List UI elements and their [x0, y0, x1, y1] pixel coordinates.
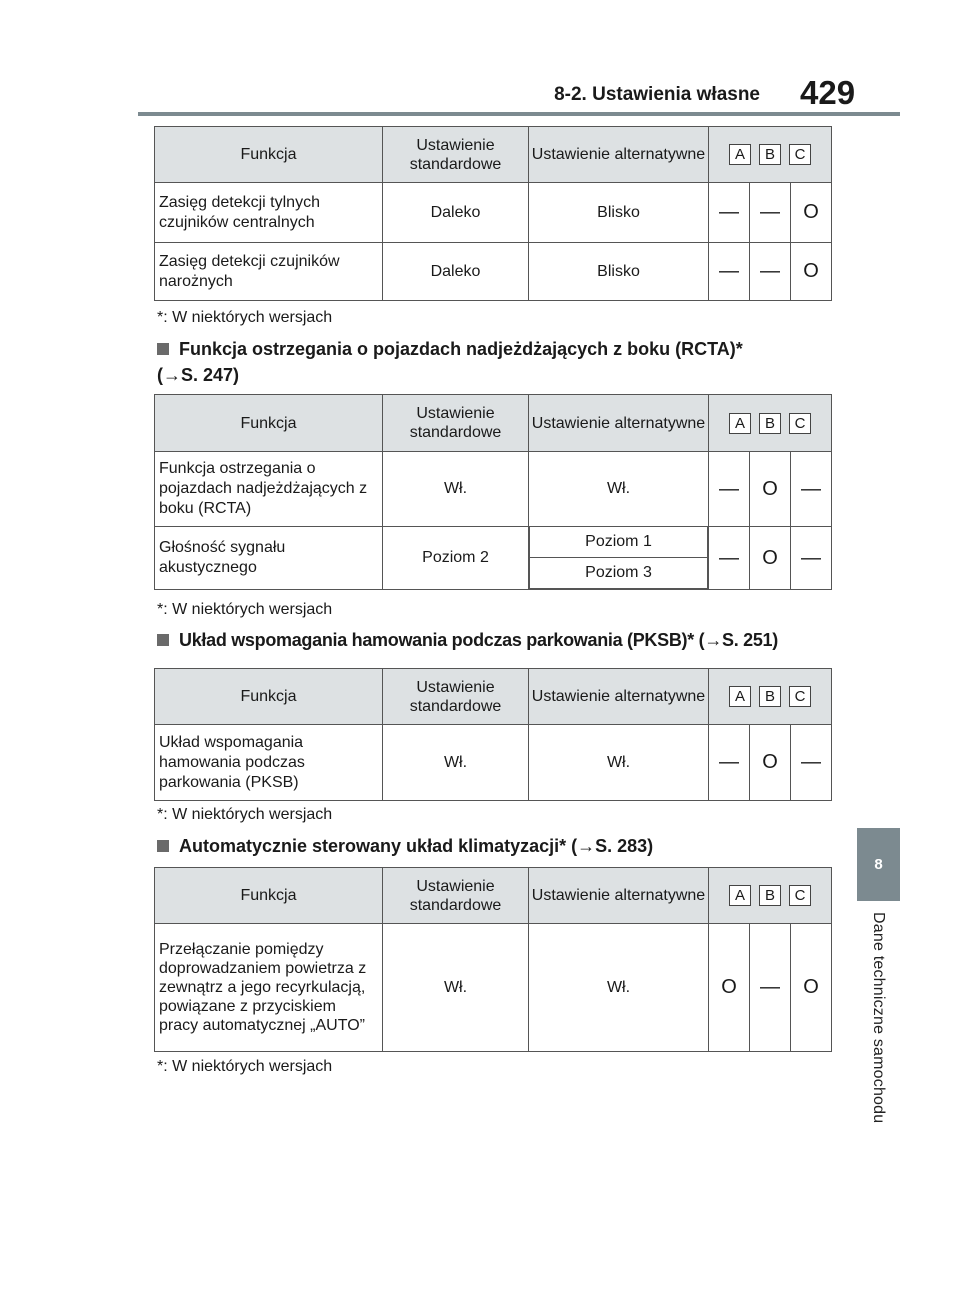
a-mark: — — [709, 183, 750, 243]
b-mark: O — [750, 725, 791, 801]
a-mark: O — [709, 924, 750, 1052]
b-icon: B — [759, 686, 781, 707]
alternative-cell: Blisko — [529, 243, 709, 301]
table-row — [155, 452, 832, 527]
settings-table-3 — [154, 668, 832, 801]
feature-cell: Głośność sygnału akustycznego — [155, 527, 383, 590]
a-mark: — — [709, 452, 750, 527]
page-number: 429 — [800, 74, 856, 111]
c-mark: O — [791, 183, 832, 243]
header-divider — [138, 112, 900, 116]
table-header — [155, 395, 832, 452]
alternative-cell: Blisko — [529, 183, 709, 243]
square-bullet-icon — [157, 343, 169, 355]
default-cell: Wł. — [383, 924, 529, 1052]
col-abc — [709, 868, 832, 924]
alternative-cell — [529, 527, 709, 590]
col-abc — [709, 127, 832, 183]
a-icon: A — [729, 885, 751, 906]
section-heading: Układ wspomagania hamowania podczas parkowania (PKSB)* (→S. 251) — [157, 627, 847, 653]
footnote: *: W niektórych wersjach — [157, 1058, 333, 1075]
c-mark: — — [791, 527, 832, 590]
table-row — [155, 183, 832, 243]
col-default: Ustawienie standardowe — [383, 127, 529, 183]
footnote: *: W niektórych wersjach — [157, 806, 333, 823]
c-mark: — — [791, 452, 832, 527]
default-cell: Wł. — [383, 452, 529, 527]
chapter-tab: 8 — [857, 828, 900, 901]
footnote: *: W niektórych wersjach — [157, 309, 333, 326]
c-mark: O — [791, 243, 832, 301]
col-feature: Funkcja — [155, 395, 383, 452]
default-cell: Daleko — [383, 243, 529, 301]
a-mark: — — [709, 527, 750, 590]
settings-table-2 — [154, 394, 832, 590]
c-icon: C — [789, 686, 811, 707]
settings-table-4 — [154, 867, 832, 1052]
a-icon: A — [729, 413, 751, 434]
feature-cell: Zasięg detekcji czujników narożnych — [155, 243, 383, 301]
c-icon: C — [789, 144, 811, 165]
table-row — [155, 243, 832, 301]
col-abc — [709, 669, 832, 725]
b-mark: — — [750, 924, 791, 1052]
alternative-cell: Wł. — [529, 452, 709, 527]
c-mark: O — [791, 924, 832, 1052]
square-bullet-icon — [157, 634, 169, 646]
table-header — [155, 669, 832, 725]
b-icon: B — [759, 144, 781, 165]
section-heading: Automatycznie sterowany układ klimatyzacji* (→S. 283) — [157, 833, 827, 859]
feature-cell: Zasięg detekcji tylnych czujników centralnych — [155, 183, 383, 243]
a-icon: A — [729, 686, 751, 707]
col-default: Ustawienie standardowe — [383, 868, 529, 924]
settings-table-1 — [154, 126, 832, 301]
col-feature: Funkcja — [155, 669, 383, 725]
col-feature: Funkcja — [155, 868, 383, 924]
col-default: Ustawienie standardowe — [383, 669, 529, 725]
c-mark: — — [791, 725, 832, 801]
section-heading: Funkcja ostrzegania o pojazdach nadjeżdżających z boku (RCTA)* (→S. 247) — [157, 339, 743, 385]
section-title: 8-2. Ustawienia własne — [554, 84, 760, 105]
chapter-label: Dane techniczne samochodu — [870, 912, 887, 1124]
col-feature: Funkcja — [155, 127, 383, 183]
b-icon: B — [759, 885, 781, 906]
b-mark: — — [750, 243, 791, 301]
alternative-cell: Wł. — [529, 725, 709, 801]
alternative-option: Poziom 3 — [530, 558, 708, 589]
table-row — [155, 924, 832, 1052]
a-icon: A — [729, 144, 751, 165]
alternative-cell: Wł. — [529, 924, 709, 1052]
c-icon: C — [789, 885, 811, 906]
square-bullet-icon — [157, 840, 169, 852]
col-abc — [709, 395, 832, 452]
table-header — [155, 868, 832, 924]
col-alternative: Ustawienie alternatywne — [529, 395, 709, 452]
col-alternative: Ustawienie alternatywne — [529, 868, 709, 924]
default-cell: Wł. — [383, 725, 529, 801]
table-row — [155, 725, 832, 801]
feature-cell: Układ wspomagania hamowania podczas parkowania (PKSB) — [155, 725, 383, 801]
col-default: Ustawienie standardowe — [383, 395, 529, 452]
a-mark: — — [709, 725, 750, 801]
feature-cell: Funkcja ostrzegania o pojazdach nadjeżdżających z boku (RCTA) — [155, 452, 383, 527]
default-cell: Daleko — [383, 183, 529, 243]
alternative-option: Poziom 1 — [530, 527, 708, 558]
b-mark: O — [750, 452, 791, 527]
table-row — [155, 527, 832, 590]
b-mark: O — [750, 527, 791, 590]
footnote: *: W niektórych wersjach — [157, 601, 333, 618]
table-header — [155, 127, 832, 183]
col-alternative: Ustawienie alternatywne — [529, 127, 709, 183]
feature-cell: Przełączanie pomiędzy doprowadzaniem powietrza z zewnątrz a jego recyrkulacją, powiązane z przyciskiem pracy automatycznej „AUTO” — [155, 924, 383, 1052]
b-icon: B — [759, 413, 781, 434]
b-mark: — — [750, 183, 791, 243]
col-alternative: Ustawienie alternatywne — [529, 669, 709, 725]
a-mark: — — [709, 243, 750, 301]
c-icon: C — [789, 413, 811, 434]
default-cell: Poziom 2 — [383, 527, 529, 590]
